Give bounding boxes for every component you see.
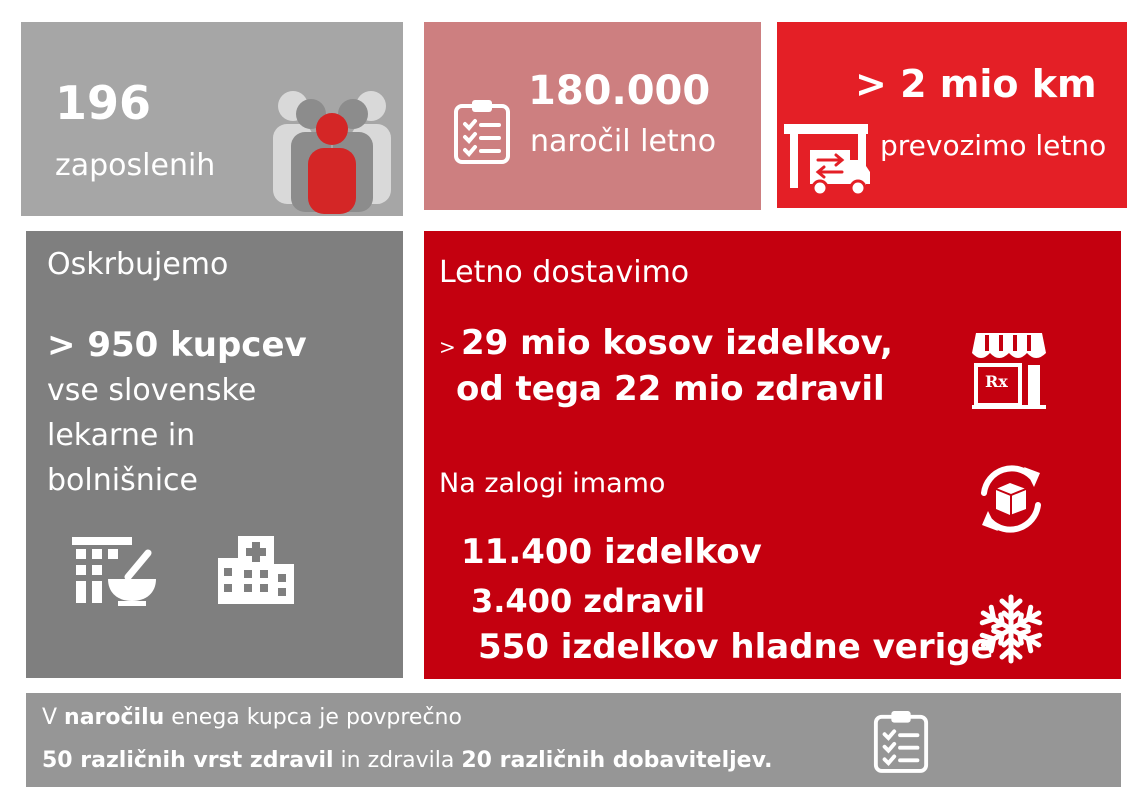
- employees-count: 196: [55, 76, 152, 130]
- pharmacy-store-icon: [972, 331, 1046, 409]
- footer-l1-c: enega kupca je povprečno: [164, 705, 462, 730]
- customers-highlight: > 950 kupcev: [47, 325, 307, 365]
- delivery-panel: [424, 231, 1121, 679]
- customers-heading: Oskrbujemo: [47, 247, 229, 282]
- distance-label: prevozimo letno: [880, 129, 1107, 162]
- delivery-line-2: od tega 22 mio zdravil: [456, 369, 885, 409]
- footer-l1-a: V: [42, 705, 65, 730]
- hospital-icon: [216, 534, 296, 606]
- customers-line-3: bolnišnice: [47, 463, 199, 498]
- employees-label: zaposlenih: [55, 148, 216, 183]
- box-cycle-icon: [974, 463, 1048, 535]
- stock-line-3: 550 izdelkov hladne verige: [478, 627, 994, 667]
- footer-panel: [26, 693, 1121, 787]
- employees-panel: [21, 22, 403, 216]
- pharmacy-mortar-icon: [70, 535, 158, 607]
- stock-line-2: 3.400 zdravil: [471, 582, 706, 620]
- footer-clipboard-icon: [872, 707, 930, 773]
- people-group-icon: [261, 84, 403, 214]
- customers-line-2: lekarne in: [47, 418, 196, 453]
- orders-panel: [424, 22, 761, 210]
- footer-l1-b: naročilu: [64, 705, 165, 730]
- footer-line-2: [42, 748, 772, 773]
- orders-count: 180.000: [528, 68, 711, 114]
- footer-l2-a: 50 različnih vrst zdravil: [42, 748, 334, 773]
- snowflake-icon: [975, 593, 1047, 665]
- delivery-line-1: 29 mio kosov izdelkov,: [461, 323, 893, 363]
- stock-line-1: 11.400 izdelkov: [461, 532, 762, 572]
- delivery-heading: Letno dostavimo: [439, 255, 690, 290]
- footer-line-1: [42, 705, 462, 730]
- distance-panel: [777, 22, 1127, 208]
- customers-line-1: vse slovenske: [47, 373, 257, 408]
- delivery-marker: >: [439, 335, 456, 359]
- footer-l2-b: in zdravila: [333, 748, 462, 773]
- clipboard-checklist-icon: [452, 96, 512, 164]
- delivery-truck-icon: [784, 124, 874, 202]
- orders-label: naročil letno: [530, 124, 717, 159]
- rx-label: Rx: [985, 372, 1008, 391]
- distance-value: > 2 mio km: [855, 62, 1097, 106]
- customers-panel: [26, 231, 403, 678]
- stock-heading: Na zalogi imamo: [439, 468, 666, 499]
- footer-l2-c: 20 različnih dobaviteljev.: [461, 748, 773, 773]
